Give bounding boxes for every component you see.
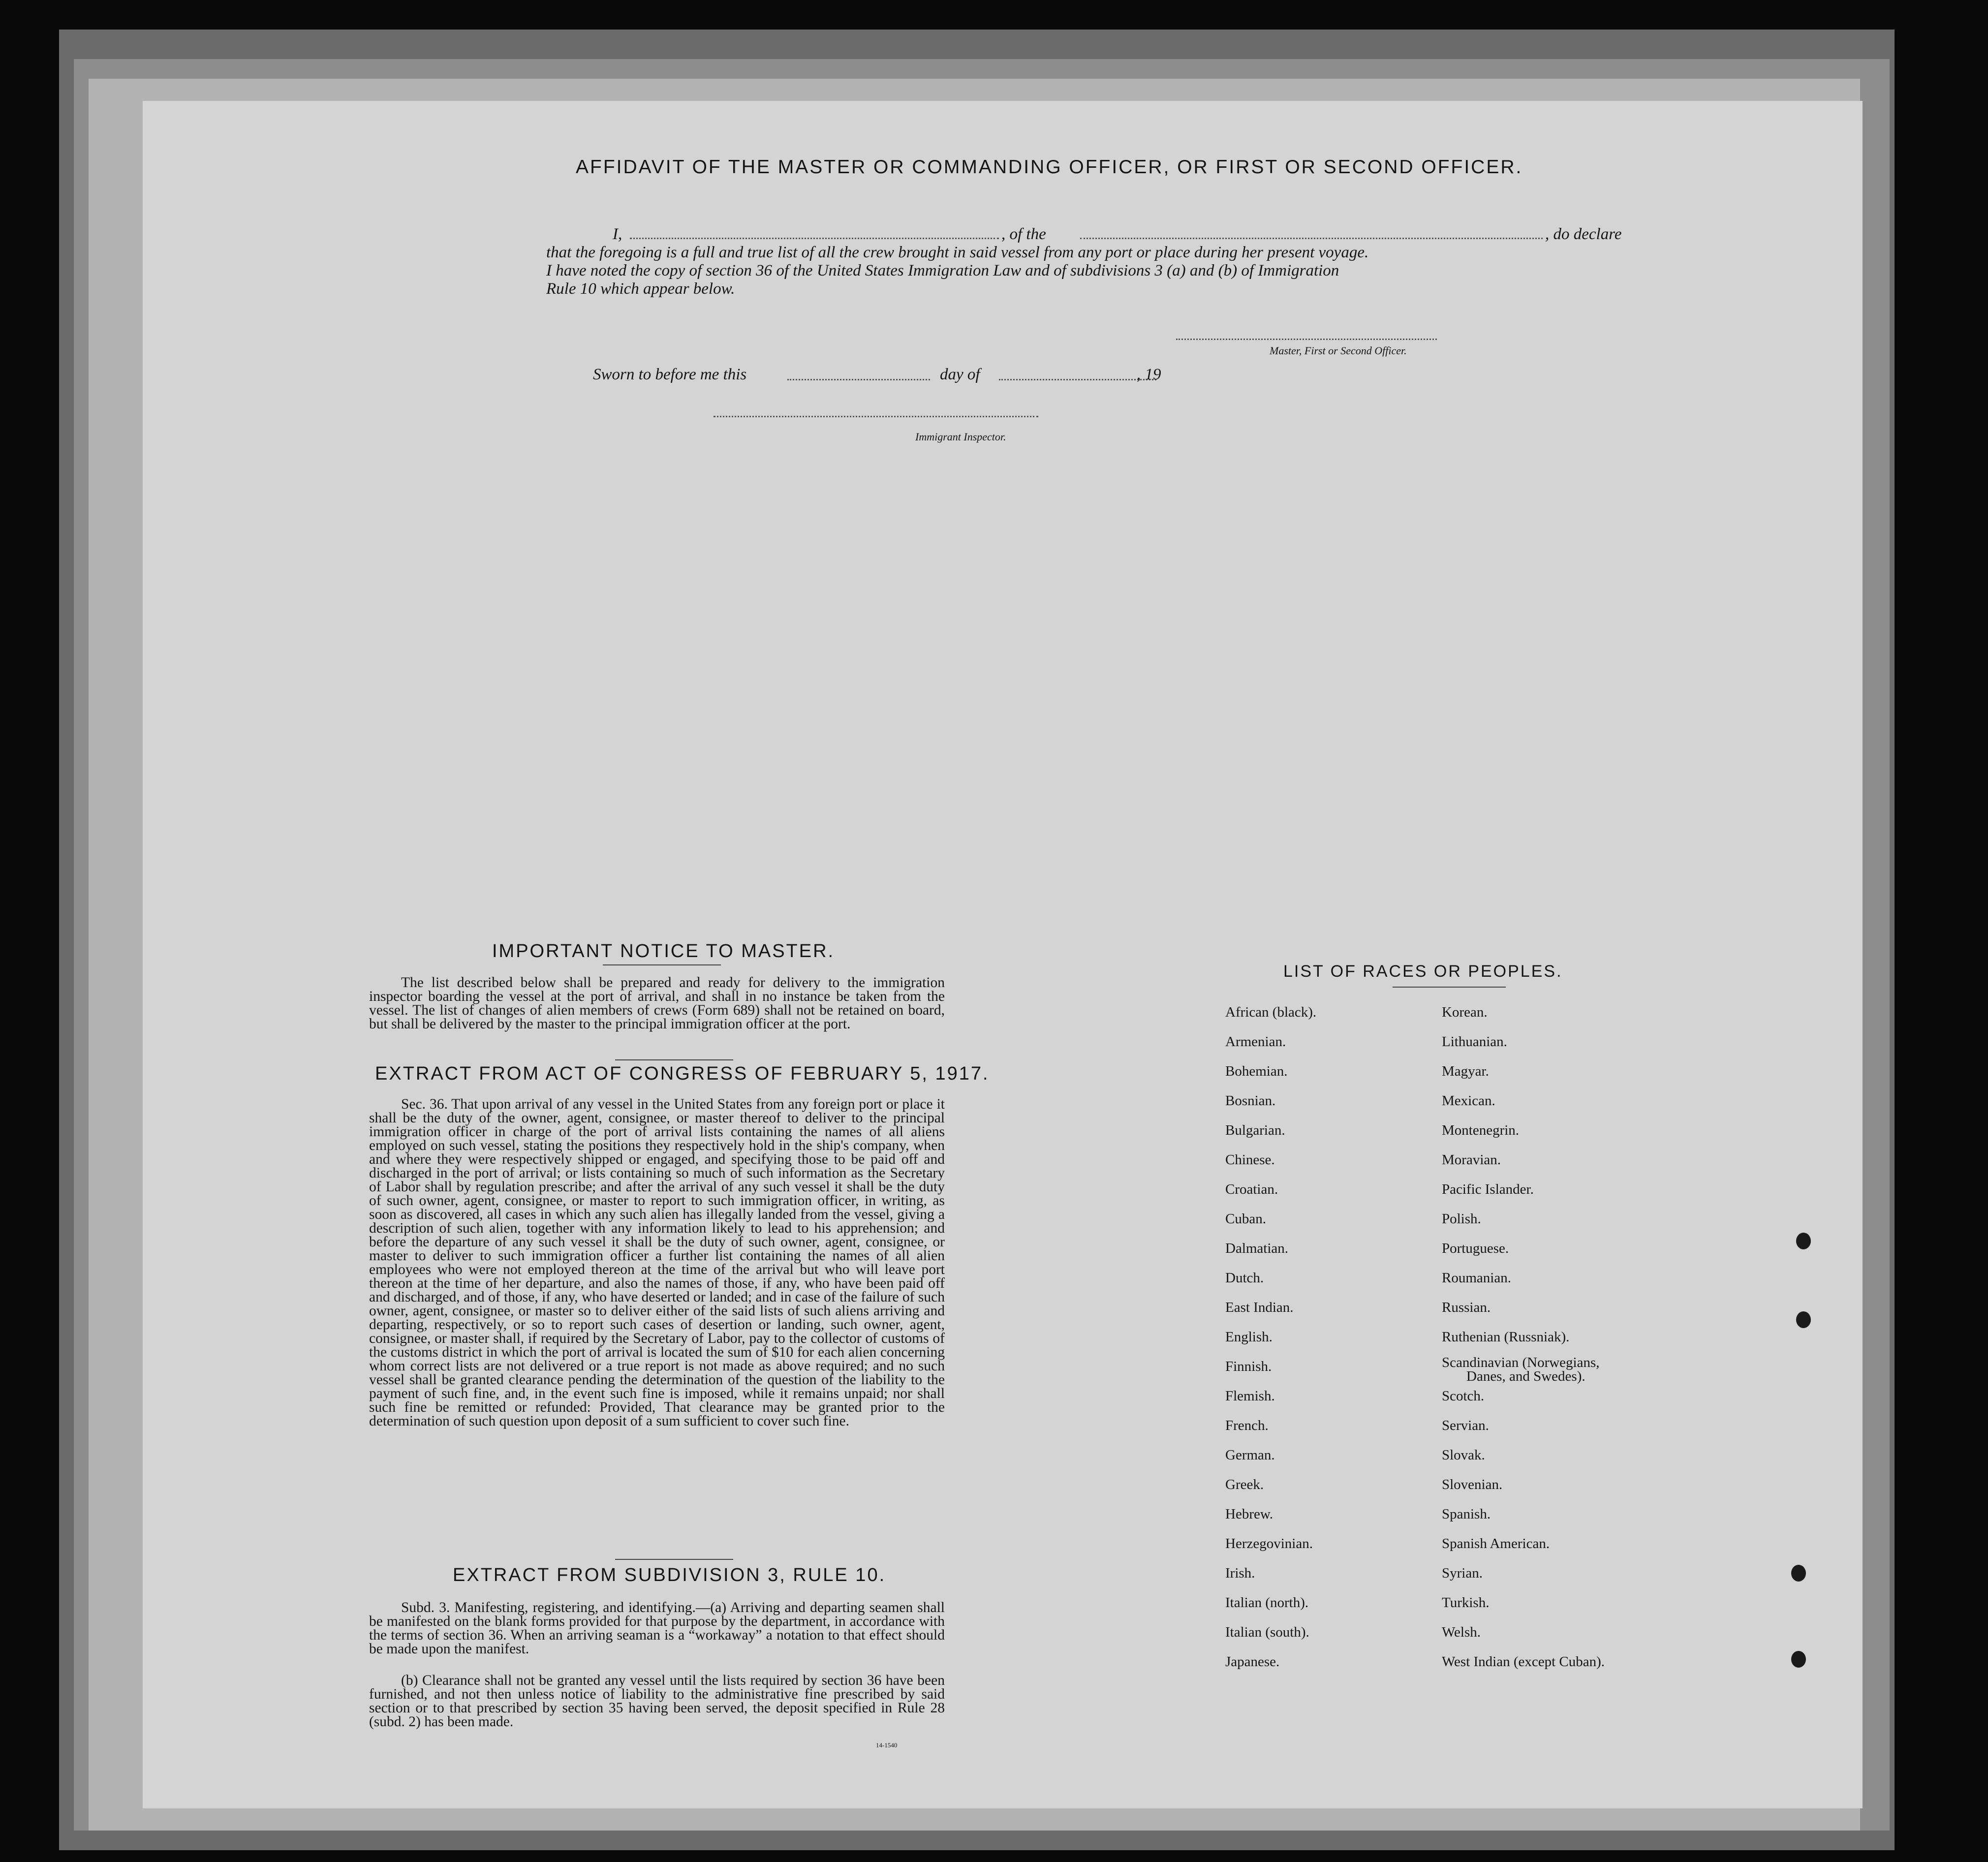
punch-hole <box>1791 1565 1806 1582</box>
race-item: French. <box>1225 1418 1269 1433</box>
affidavit-line2: that the foregoing is a full and true list of all the crew brought in said vessel from any port or place during her present voyage. <box>546 244 1369 261</box>
punch-hole <box>1796 1311 1811 1328</box>
race-item: Finnish. <box>1225 1359 1272 1374</box>
race-item: Russian. <box>1442 1300 1491 1315</box>
race-item: Cuban. <box>1225 1211 1266 1227</box>
divider <box>615 1559 733 1560</box>
race-item: Moravian. <box>1442 1152 1501 1168</box>
race-item: Turkish. <box>1442 1595 1490 1611</box>
sworn-text: Sworn to before me this <box>593 366 747 383</box>
race-item: German. <box>1225 1447 1275 1463</box>
race-item: Servian. <box>1442 1418 1489 1433</box>
race-item: Hebrew. <box>1225 1506 1274 1522</box>
affidavit-i: I, <box>613 225 622 243</box>
divider <box>1393 987 1506 988</box>
day-blank <box>787 379 930 380</box>
race-item: Roumanian. <box>1442 1270 1511 1286</box>
signature-label: Master, First or Second Officer. <box>1270 344 1407 357</box>
month-blank <box>999 379 1156 380</box>
notice-text: The list described below shall be prepared and ready for delivery to the immigration inspector boarding the vessel at the port of arrival, and shall in no instance be taken from the vessel. The list of changes of alien members of crews (Form 689) shall not be retained on board, but shall be delivered by the master to the principal immigration officer at the port. <box>369 975 945 1032</box>
race-item: Magyar. <box>1442 1063 1489 1079</box>
extract-act-title: EXTRACT FROM ACT OF CONGRESS OF FEBRUARY 5, 1917. <box>375 1063 990 1084</box>
divider <box>603 964 721 965</box>
race-item: Spanish. <box>1442 1506 1491 1522</box>
affidavit-declare: , do declare <box>1545 225 1622 243</box>
inspector-label: Immigrant Inspector. <box>915 431 1006 443</box>
punch-hole <box>1791 1651 1806 1668</box>
race-item: Irish. <box>1225 1565 1255 1581</box>
race-item: West Indian (except Cuban). <box>1442 1654 1605 1670</box>
affidavit-line4: Rule 10 which appear below. <box>546 280 735 298</box>
race-item: Bulgarian. <box>1225 1122 1285 1138</box>
race-item: Pacific Islander. <box>1442 1181 1534 1197</box>
race-item: Montenegrin. <box>1442 1122 1520 1138</box>
divider <box>615 1059 733 1060</box>
race-item: Greek. <box>1225 1477 1264 1492</box>
race-item: Slovenian. <box>1442 1477 1503 1492</box>
extract-rule-title: EXTRACT FROM SUBDIVISION 3, RULE 10. <box>453 1565 886 1585</box>
punch-hole <box>1796 1233 1811 1249</box>
day-of-text: day of <box>940 366 980 383</box>
extract-rule-text-b: (b) Clearance shall not be granted any vessel until the lists required by section 36 have been furnished, and not then unless notice of liability to the administrative fine prescribed by said section or to that prescribed by section 35 having been served, the deposit specified in Rule 28 (subd. 2) has been made. <box>369 1673 945 1730</box>
vessel-blank <box>1080 238 1543 239</box>
document-page <box>143 101 1863 1808</box>
race-item: Mexican. <box>1442 1093 1495 1109</box>
race-item: Bosnian. <box>1225 1093 1276 1109</box>
affidavit-of-the: , of the <box>1001 225 1046 243</box>
race-item: Italian (south). <box>1225 1624 1309 1640</box>
race-item: Armenian. <box>1225 1034 1286 1050</box>
race-item: East Indian. <box>1225 1300 1294 1315</box>
name-blank <box>630 238 999 239</box>
race-item: Lithuanian. <box>1442 1034 1507 1050</box>
races-title: LIST OF RACES OR PEOPLES. <box>1283 962 1563 981</box>
race-item: African (black). <box>1225 1004 1317 1020</box>
race-item: Flemish. <box>1225 1388 1275 1404</box>
race-item: Herzegovinian. <box>1225 1536 1313 1552</box>
extract-rule-text-a: Subd. 3. Manifesting, registering, and identifying.—(a) Arriving and departing seamen shall be manifested on the blank forms provided for that purpose by the department, in accordance with the terms of section 36. When an arriving seaman is a “workaway” a notation to that effect should be made upon the manifest. <box>369 1600 945 1657</box>
race-item: Slovak. <box>1442 1447 1485 1463</box>
race-item: Spanish American. <box>1442 1536 1550 1552</box>
race-item: Polish. <box>1442 1211 1481 1227</box>
race-item: Bohemian. <box>1225 1063 1288 1079</box>
race-item: English. <box>1225 1329 1273 1345</box>
race-item: Syrian. <box>1442 1565 1483 1581</box>
race-item: Italian (north). <box>1225 1595 1309 1611</box>
race-item: Korean. <box>1442 1004 1488 1020</box>
signature-blank <box>1176 339 1437 340</box>
race-item: Dutch. <box>1225 1270 1264 1286</box>
inspector-blank <box>714 416 1038 417</box>
race-item: Chinese. <box>1225 1152 1275 1168</box>
form-code: 14-1540 <box>876 1741 898 1749</box>
notice-title: IMPORTANT NOTICE TO MASTER. <box>492 941 835 962</box>
race-item: Portuguese. <box>1442 1241 1509 1256</box>
race-item: Japanese. <box>1225 1654 1280 1670</box>
race-item: Croatian. <box>1225 1181 1278 1197</box>
race-item: Welsh. <box>1442 1624 1481 1640</box>
year-text: , 19 <box>1137 366 1161 383</box>
race-item: Scotch. <box>1442 1388 1485 1404</box>
extract-act-text: Sec. 36. That upon arrival of any vessel in the United States from any foreign port or place it shall be the duty of the owner, agent, consignee, or master thereof to deliver to the principal immigration officer in charge of the port of arrival lists containing the names of all aliens employed on such vessel, stating the positions they respectively hold in the ship's company, when and where they were respectively shipped or engaged, and specifying those to be paid off and discharged in the port of arrival; or lists containing so much of such information as the Secretary of Labor shall by regulation prescribe; and after the arrival of any such vessel it shall be the duty of such owner, agent, consignee, or master to report to such immigration officer, in writing, as soon as discovered, all cases in which any such alien has illegally landed from the vessel, giving a description of such alien, together with any information likely to lead to his apprehension; and before the departure of any such vessel it shall be the duty of such owner, agent, consignee, or master to deliver to such immigration officer a further list containing the names of all alien employees who were not employed thereon at the time of the arrival but who will leave port thereon at the time of her departure, and also the names of those, if any, who have been paid off and discharged, and of those, if any, who have deserted or landed; and in case of the failure of such owner, agent, consignee, or master so to deliver either of the said lists of such aliens arriving and departing, respectively, or so to report such cases of desertion or landing, such owner, agent, consignee, or master shall, if required by the Secretary of Labor, pay to the collector of customs of the customs district in which the port of arrival is located the sum of $10 for each alien concerning whom correct lists are not delivered or a true report is not made as above required; and no such vessel shall be granted clearance pending the determination of the question of the liability to the payment of such fine, and, in the event such fine is imposed, while it remains unpaid; nor shall such fine be remitted or refunded: Provided, That clearance may be granted prior to the determination of such question upon deposit of a sum sufficient to cover such fine. <box>369 1096 945 1429</box>
affidavit-title: AFFIDAVIT OF THE MASTER OR COMMANDING OFFICER, OR FIRST OR SECOND OFFICER. <box>576 156 1523 178</box>
race-item: Scandinavian (Norwegians, <box>1442 1355 1600 1370</box>
affidavit-line3: I have noted the copy of section 36 of the United States Immigration Law and of subdivisions 3 (a) and (b) of Immigration <box>546 262 1339 279</box>
race-item: Ruthenian (Russniak). <box>1442 1329 1570 1345</box>
race-item: Danes, and Swedes). <box>1466 1368 1585 1384</box>
race-item: Dalmatian. <box>1225 1241 1289 1256</box>
